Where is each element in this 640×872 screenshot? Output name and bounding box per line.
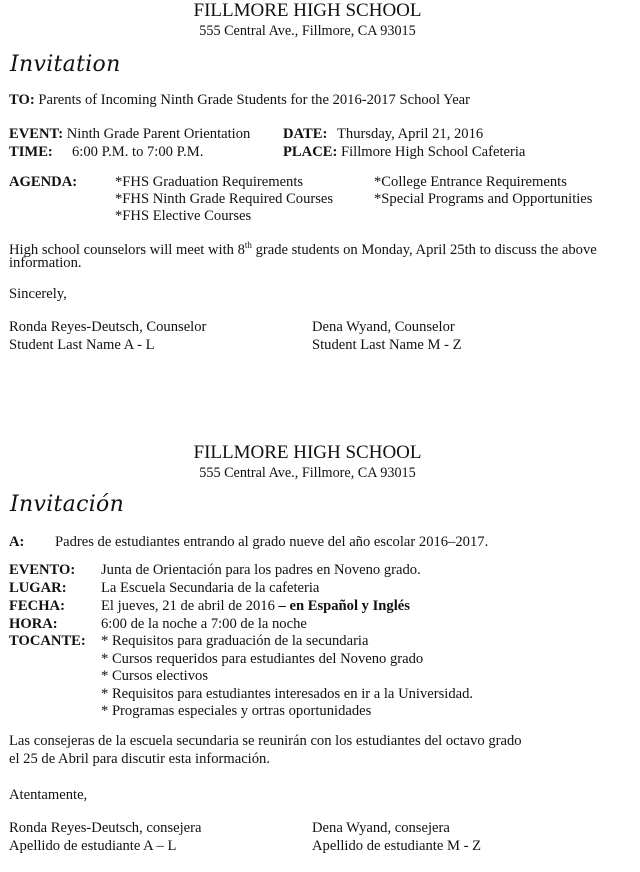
- fecha-label: FECHA:: [9, 598, 65, 614]
- school-address: 555 Central Ave., Fillmore, CA 93015: [199, 465, 416, 481]
- agenda-item: *FHS Elective Courses: [115, 208, 252, 224]
- place-label: PLACE:: [283, 144, 338, 160]
- tocante-item: * Requisitos para graduación de la secundaria: [101, 633, 369, 649]
- fecha-value: El jueves, 21 de abril de 2016: [101, 598, 275, 614]
- time-line: [9, 143, 53, 161]
- evento-value: Junta de Orientación para los padres en Noveno grado.: [101, 562, 421, 578]
- place-value: Fillmore High School Cafeteria: [340, 144, 526, 160]
- event-value: Ninth Grade Parent Orientation: [66, 126, 251, 142]
- body-text: Las consejeras de la escuela secundaria se reunirán con los estudiantes del octavo grado: [9, 733, 522, 749]
- fecha-line: [101, 597, 410, 615]
- place-line: [283, 143, 525, 161]
- fecha-language-note: – en Español y Inglés: [274, 598, 410, 614]
- signature-1-name: Ronda Reyes-Deutsch, Counselor: [9, 319, 207, 335]
- signature-1-range: Apellido de estudiante A – L: [9, 838, 177, 854]
- signature-2-range: Apellido de estudiante M - Z: [312, 838, 482, 854]
- to-value: Parents of Incoming Ninth Grade Students for the 2016-2017 School Year: [38, 92, 471, 108]
- tocante-item: * Requisitos para estudiantes interesados en ir a la Universidad.: [101, 686, 474, 702]
- tocante-item: * Programas especiales y ortras oportunidades: [101, 703, 372, 719]
- signature-1-name: Ronda Reyes-Deutsch, consejera: [9, 820, 202, 836]
- signature-2-name: Dena Wyand, Counselor: [312, 319, 455, 335]
- school-name: FILLMORE HIGH SCHOOL: [193, 442, 422, 463]
- time-label: TIME:: [9, 144, 53, 160]
- to-label: TO:: [9, 92, 35, 108]
- date-label: DATE:: [283, 126, 328, 142]
- hora-value: 6:00 de la noche a 7:00 de la noche: [101, 616, 307, 632]
- tocante-label: TOCANTE:: [9, 633, 86, 649]
- agenda-label: AGENDA:: [9, 174, 78, 190]
- school-address: 555 Central Ave., Fillmore, CA 93015: [199, 23, 416, 39]
- tocante-item: * Cursos requeridos para estudiantes del Noveno grado: [101, 651, 424, 667]
- signature-2-name: Dena Wyand, consejera: [312, 820, 450, 836]
- closing: Sincerely,: [9, 286, 67, 302]
- event-label: EVENT:: [9, 126, 64, 142]
- body-text: el 25 de Abril para discutir esta información.: [9, 751, 270, 767]
- to-line: [9, 91, 470, 109]
- lugar-value: La Escuela Secundaria de la cafeteria: [101, 580, 320, 596]
- agenda-item: *FHS Graduation Requirements: [115, 174, 304, 190]
- signature-1-range: Student Last Name A - L: [9, 337, 155, 353]
- evento-label: EVENTO:: [9, 562, 76, 578]
- to-label: A:: [9, 534, 25, 550]
- invitation-title: Invitation: [10, 52, 121, 77]
- tocante-item: * Cursos electivos: [101, 668, 209, 684]
- body-paragraph: [9, 236, 597, 259]
- lugar-label: LUGAR:: [9, 580, 67, 596]
- agenda-item: *Special Programs and Opportunities: [374, 191, 593, 207]
- date-value: Thursday, April 21, 2016: [336, 126, 484, 142]
- closing: Atentamente,: [9, 787, 88, 803]
- event-line: [9, 125, 250, 143]
- body-text: information.: [9, 255, 82, 271]
- agenda-item: *College Entrance Requirements: [374, 174, 567, 190]
- invitation-title: Invitación: [10, 492, 125, 517]
- time-value: 6:00 P.M. to 7:00 P.M.: [72, 144, 204, 160]
- body-text: grade students on Monday, April 25th to discuss the above: [251, 241, 597, 258]
- ordinal-suffix: th: [244, 240, 252, 250]
- agenda-item: *FHS Ninth Grade Required Courses: [115, 191, 334, 207]
- body-text: High school counselors will meet with 8: [9, 241, 245, 258]
- signature-2-range: Student Last Name M - Z: [312, 337, 462, 353]
- hora-label: HORA:: [9, 616, 58, 632]
- to-value: Padres de estudiantes entrando al grado nueve del año escolar 2016–2017.: [55, 534, 489, 550]
- school-name: FILLMORE HIGH SCHOOL: [193, 0, 422, 21]
- date-line: [283, 125, 483, 143]
